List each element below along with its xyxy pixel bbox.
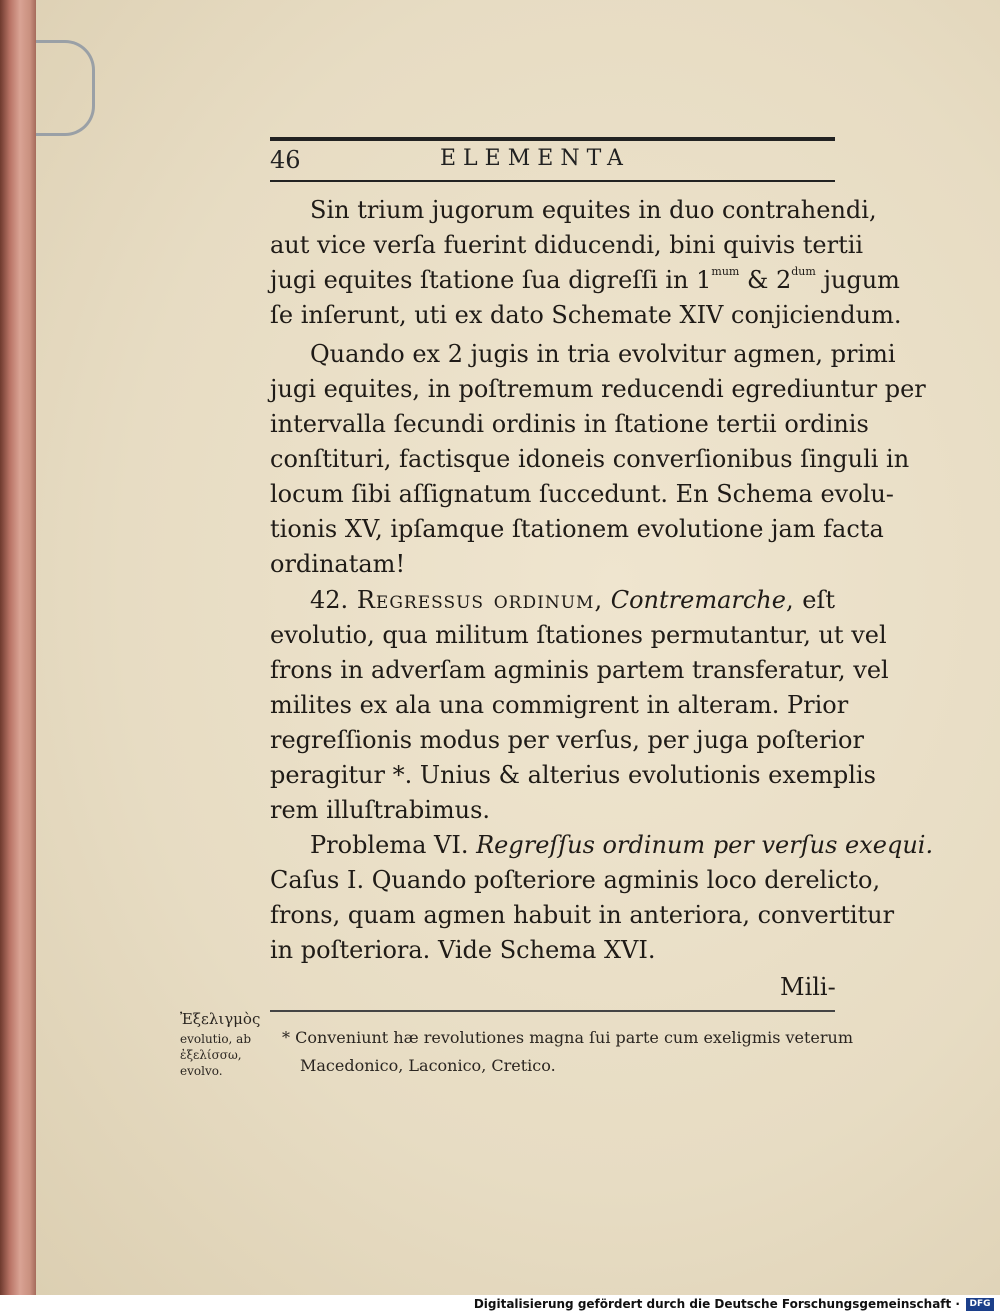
book-edge [0,0,40,1295]
text-line: rem illuſtrabimus. [270,796,491,824]
footnote-line: * Conveniunt hæ revolutiones magna ſui parte cum exeligmis veterum [282,1028,854,1047]
problem-heading: Problema VI. Regreſſus ordinum per verſus exequi. [310,831,934,859]
text-line: regreſſionis modus per verſus, per juga poſterior [270,726,864,754]
text-line: Sin trium jugorum equites in duo contrahendi, [310,196,877,224]
page-number: 46 [270,146,301,174]
text-line: in poſteriora. Vide Schema XVI. [270,936,656,964]
text-line: tionis XV, ipſamque ſtationem evolutione jam facta [270,515,884,543]
marginal-note-line: ἐξελίσσω, [180,1048,242,1062]
marginal-note-line: evolutio, ab [180,1032,252,1046]
section-42-heading: 42. Regressus ordinum, Contremarche, eſt [310,586,835,614]
catchword: Mili- [780,973,836,1001]
text-line: aut vice verſa fuerint diducendi, bini quivis tertii [270,231,864,259]
text-line: jugi equites, in poſtremum reducendi egrediuntur per [270,375,926,403]
paper-clip [36,40,95,136]
header-rule-top [270,137,835,141]
marginal-note-line: evolvo. [180,1064,223,1078]
text-line: evolutio, qua militum ſtationes permutantur, ut vel [270,621,887,649]
text-line: intervalla ſecundi ordinis in ſtatione tertii ordinis [270,410,869,438]
running-title: ELEMENTA [440,146,630,171]
text-line: milites ex ala una commigrent in alteram. Prior [270,691,849,719]
text-line: frons in adverſam agminis partem transferatur, vel [270,656,889,684]
text-line: frons, quam agmen habuit in anteriora, convertitur [270,901,895,929]
dfg-logo: DFG [966,1298,994,1311]
text-line: ſe inſerunt, uti ex dato Schemate XIV conjiciendum. [270,301,902,329]
text-line: ordinatam! [270,550,406,578]
marginal-note-greek: Ἐξελιγμὸς [180,1010,261,1028]
footnote-rule [270,1010,835,1012]
text-line: conſtituri, factisque idoneis converſionibus ſinguli in [270,445,910,473]
footnote-line: Macedonico, Laconico, Cretico. [300,1056,556,1075]
text-line: Quando ex 2 jugis in tria evolvitur agmen, primi [310,340,896,368]
header-rule-bottom [270,180,835,182]
text-line: peragitur *. Unius & alterius evolutionis exemplis [270,761,876,789]
text-line: locum ſibi aſſignatum ſuccedunt. En Schema evolu- [270,480,894,508]
footer-bar [0,1295,1000,1315]
text-line: jugi equites ſtatione ſua digreſſi in $1^{mum}$ & $2^{dum}$ jugum [270,265,900,294]
footer-credit: Digitalisierung gefördert durch die Deutsche Forschungsgemeinschaft · [473,1297,960,1311]
text-line: Caſus I. Quando poſteriore agminis loco derelicto, [270,866,881,894]
